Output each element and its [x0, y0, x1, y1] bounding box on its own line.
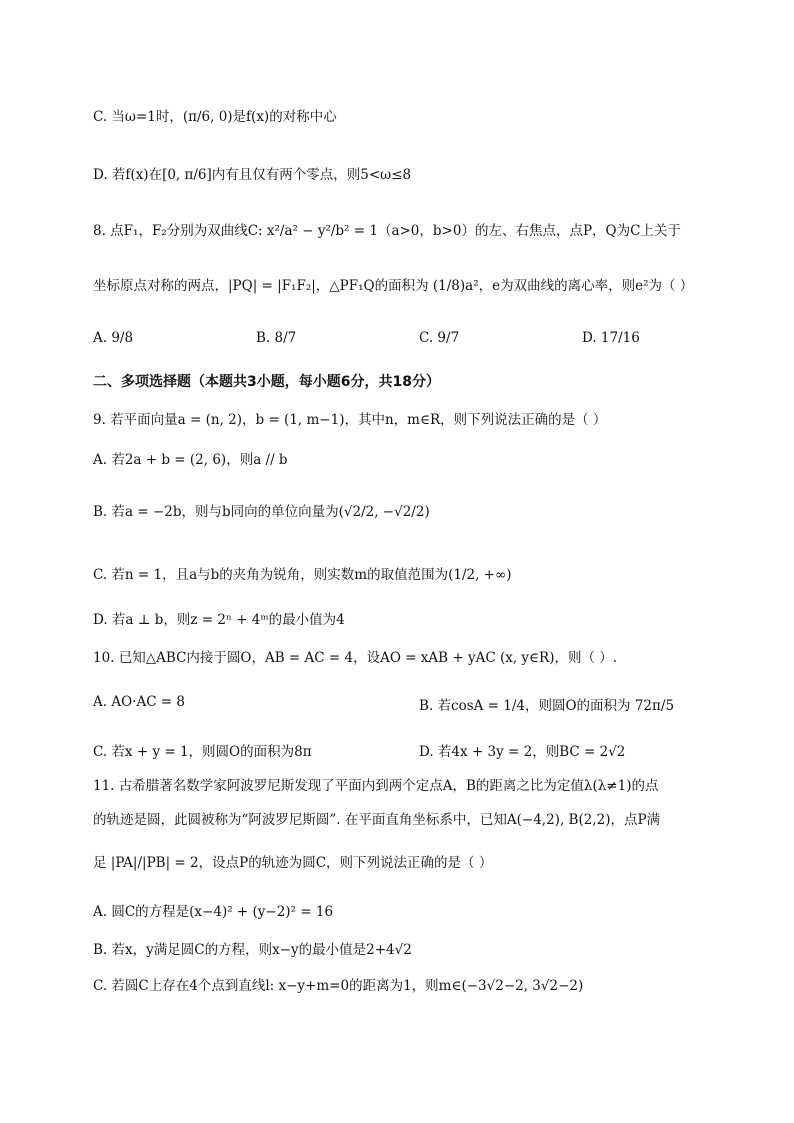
option-8b: B. 8/7: [256, 330, 297, 346]
option-10c: C. 若x + y = 1，则圆O的面积为8π: [93, 744, 312, 760]
option-11a: A. 圆C的方程是(x−4)² + (y−2)² = 16: [93, 904, 334, 920]
question-11-line-3: 足 |PA|/|PB| = 2，设点P的轨迹为圆C，则下列说法正确的是（ ）: [93, 855, 493, 871]
section-heading: 二、多项选择题（本题共3小题，每小题6分，共18分）: [93, 374, 440, 390]
option-8d: D. 17/16: [582, 330, 640, 346]
option-10d: D. 若4x + 3y = 2，则BC = 2√2: [419, 744, 626, 760]
question-9: 9. 若平面向量a = (n, 2)，b = (1, m−1)，其中n，m∈R，则下列说法正确的是（ ）: [93, 412, 607, 428]
question-11-line-1: 11. 古希腊著名数学家阿波罗尼斯发现了平面内到两个定点A，B的距离之比为定值λ(λ≠1)的点: [93, 778, 659, 794]
option-7c: C. 当ω=1时，(π/6, 0)是f(x)的对称中心: [93, 109, 337, 125]
question-11-line-2: 的轨迹是圆，此圆被称为“阿波罗尼斯圆”. 在平面直角坐标系中，已知A(−4,2), B(2,2)，点P满: [93, 812, 661, 828]
option-11c: C. 若圆C上存在4个点到直线l: x−y+m=0的距离为1，则m∈(−3√2−2, 3√2−2): [93, 978, 584, 994]
option-9c: C. 若n = 1，且a与b的夹角为锐角，则实数m的取值范围为(1/2, +∞): [93, 567, 512, 583]
option-9d: D. 若a ⊥ b，则z = 2ⁿ + 4ᵐ的最小值为4: [93, 612, 345, 628]
option-8a: A. 9/8: [93, 330, 134, 346]
option-9a: A. 若2a + b = (2, 6)，则a // b: [93, 452, 288, 468]
question-10: 10. 已知△ABC内接于圆O，AB = AC = 4，设AO = xAB + yAC (x, y∈R)，则（ ）.: [93, 650, 618, 666]
option-10b: B. 若cosA = 1/4，则圆O的面积为 72π/5: [419, 698, 675, 714]
question-8-line-2: 坐标原点对称的两点，|PQ| = |F₁F₂|，△PF₁Q的面积为 (1/8)a²，e为双曲线的离心率，则e²为（ ）: [93, 278, 694, 294]
option-10a: A. AO·AC = 8: [93, 694, 186, 710]
option-9b: B. 若a = −2b，则与b同向的单位向量为(√2/2, −√2/2): [93, 504, 430, 520]
option-7d: D. 若f(x)在[0, π/6]内有且仅有两个零点，则5<ω≤8: [93, 167, 412, 183]
question-8-line-1: 8. 点F₁，F₂分别为双曲线C: x²/a² − y²/b² = 1（a>0，b>0）的左、右焦点，点P，Q为C上关于: [93, 223, 681, 239]
option-8c: C. 9/7: [419, 330, 460, 346]
option-11b: B. 若x，y满足圆C的方程，则x−y的最小值是2+4√2: [93, 942, 412, 958]
